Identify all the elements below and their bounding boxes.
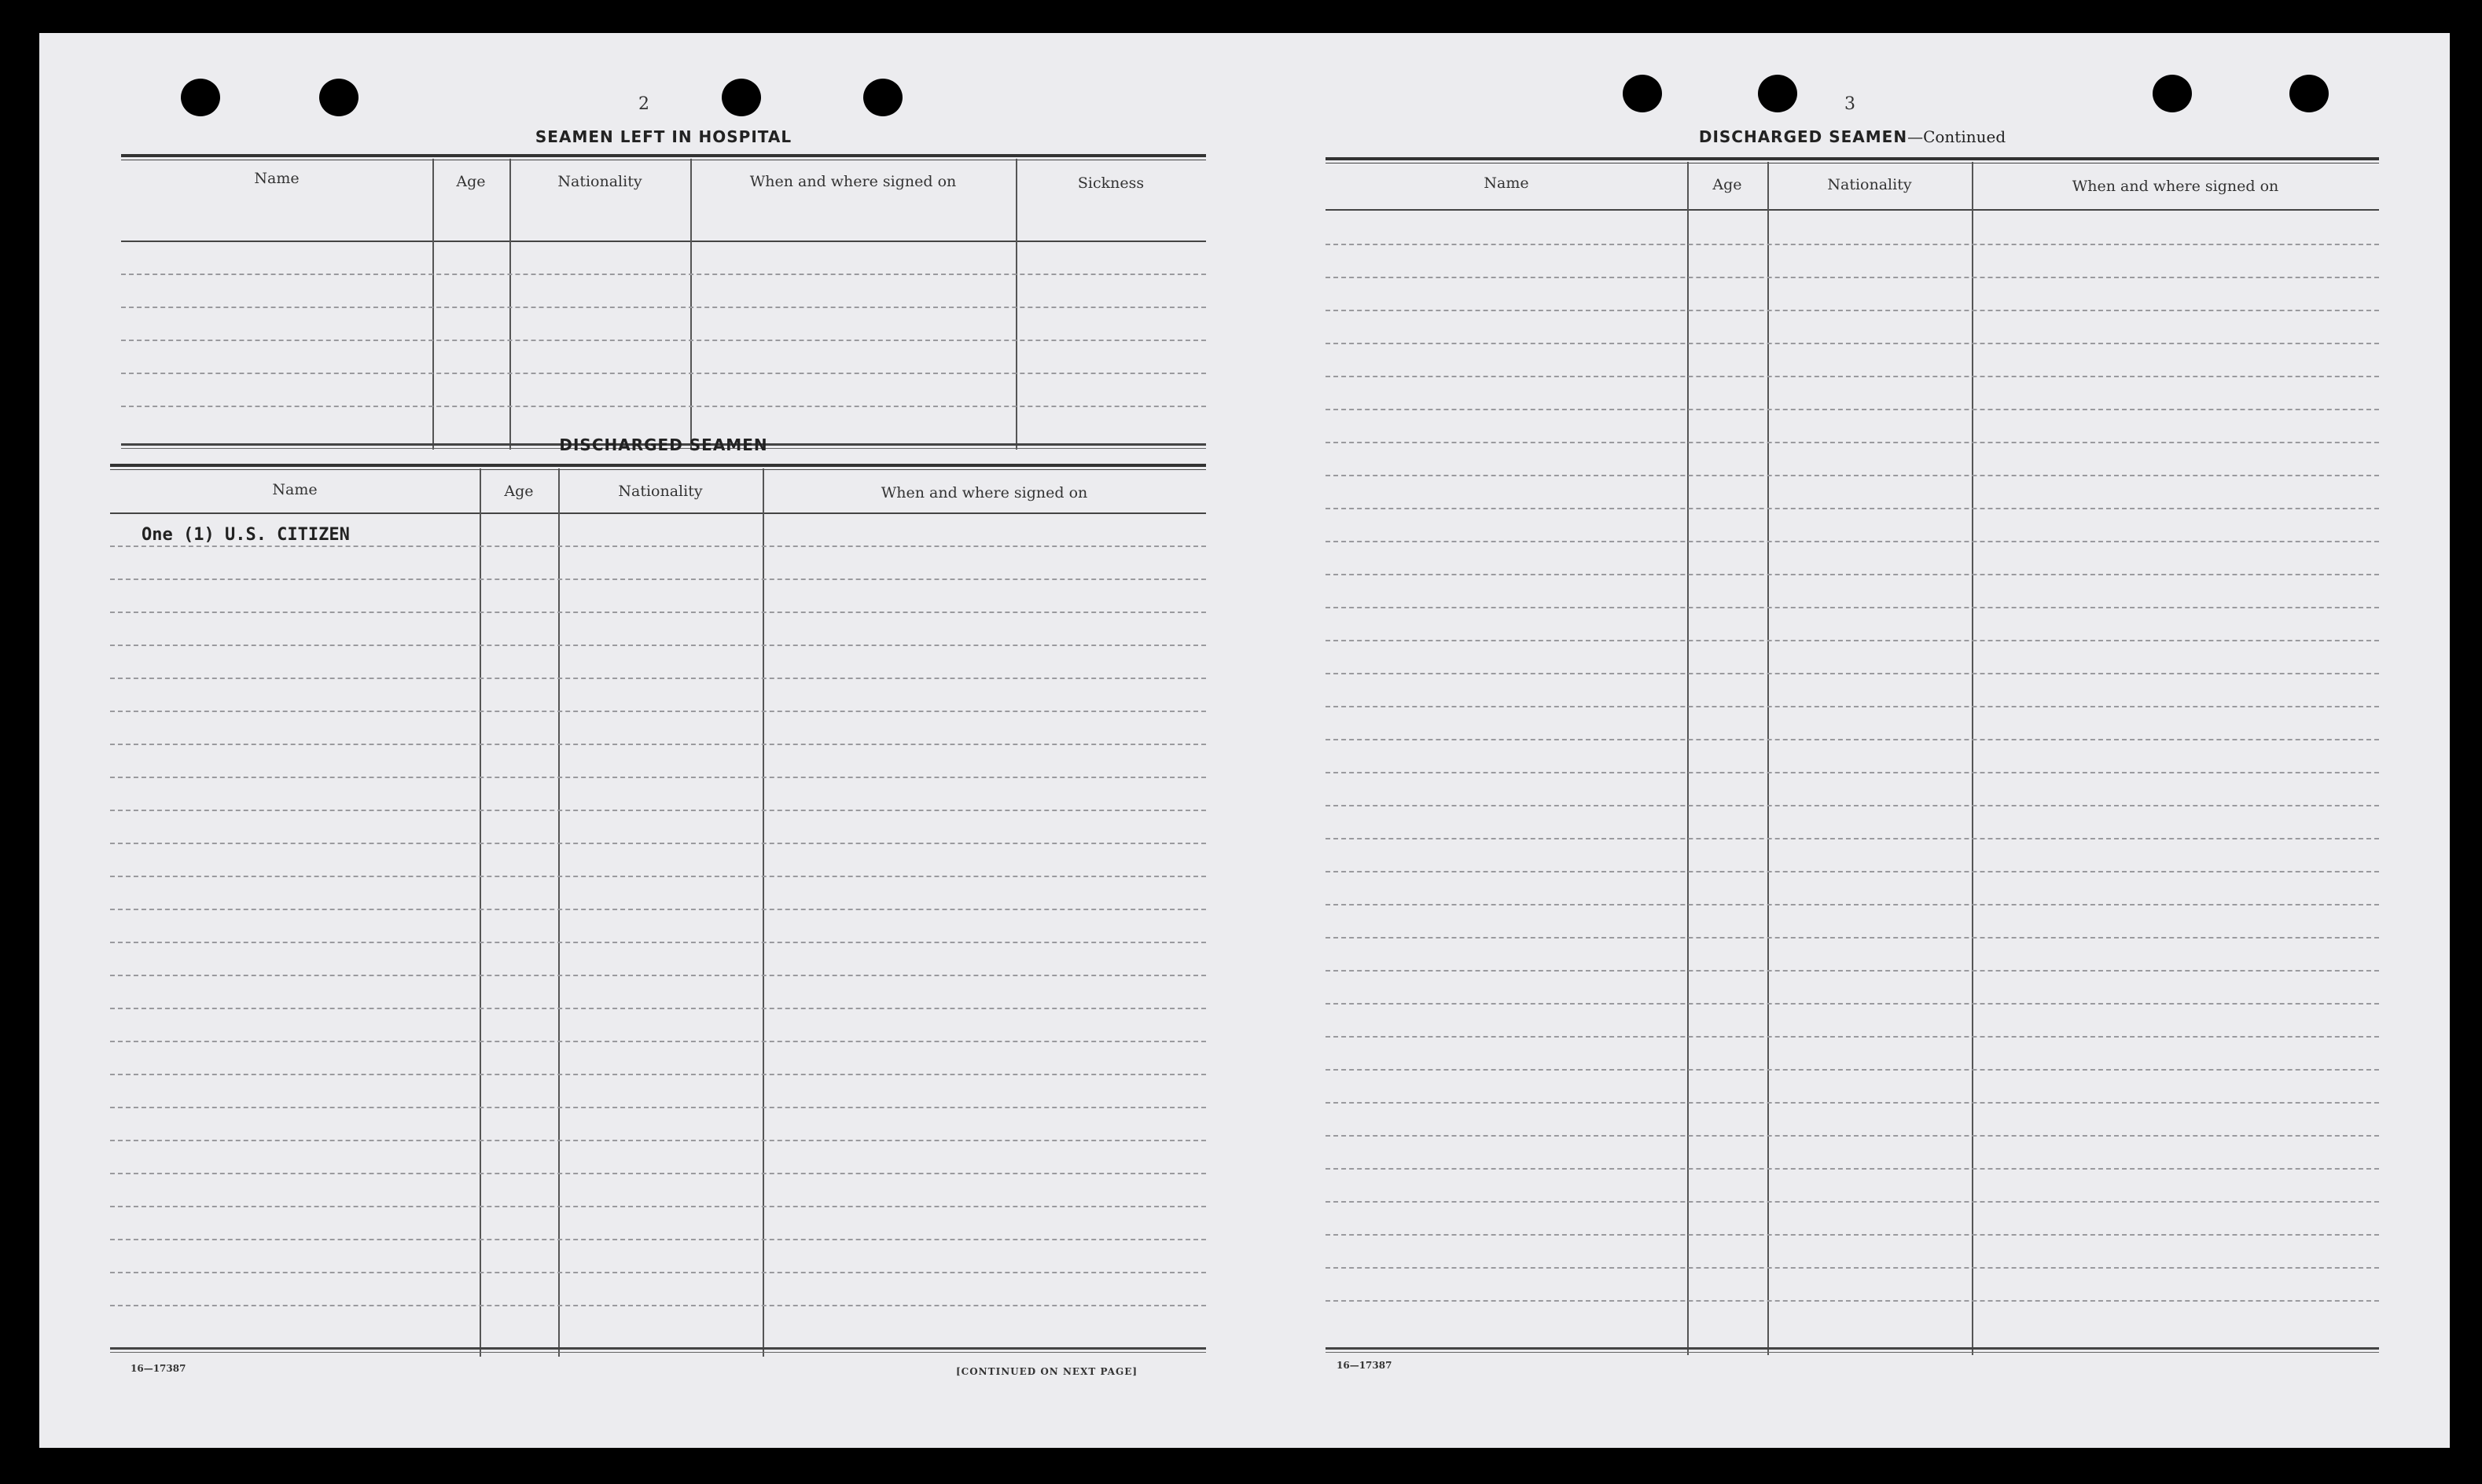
continued-row bbox=[1326, 1300, 2379, 1302]
discharged-row bbox=[110, 1173, 1206, 1174]
continued-row bbox=[1326, 607, 2379, 608]
punch-hole-7 bbox=[2153, 75, 2192, 112]
continued-header-signed-on: When and where signed on bbox=[2072, 178, 2279, 195]
discharged-row bbox=[110, 876, 1206, 877]
discharged-continued-table bbox=[1326, 157, 2379, 1358]
punch-hole-1 bbox=[181, 79, 220, 116]
hospital-table bbox=[121, 154, 1206, 451]
right-form-number: 16—17387 bbox=[1337, 1360, 1392, 1371]
discharged-row bbox=[110, 1272, 1206, 1273]
discharged-row bbox=[110, 579, 1206, 580]
continued-row bbox=[1326, 871, 2379, 872]
hospital-section-title: SEAMEN LEFT IN HOSPITAL bbox=[535, 127, 792, 146]
discharged-row bbox=[110, 645, 1206, 646]
hospital-row bbox=[121, 406, 1206, 407]
discharged-row bbox=[110, 1140, 1206, 1141]
continued-row bbox=[1326, 1201, 2379, 1203]
discharged-row bbox=[110, 810, 1206, 811]
discharged-table bbox=[110, 464, 1206, 1360]
continued-row bbox=[1326, 574, 2379, 575]
discharged-row bbox=[110, 711, 1206, 712]
hospital-header-nationality: Nationality bbox=[557, 173, 642, 190]
continued-row bbox=[1326, 739, 2379, 740]
continued-row bbox=[1326, 706, 2379, 707]
discharged-row bbox=[110, 1041, 1206, 1042]
continued-row bbox=[1326, 277, 2379, 278]
discharged-row bbox=[110, 1074, 1206, 1075]
continued-row bbox=[1326, 673, 2379, 674]
discharged-row bbox=[110, 843, 1206, 844]
continued-row bbox=[1326, 970, 2379, 972]
discharged-header-nationality: Nationality bbox=[618, 483, 703, 500]
discharged-row bbox=[110, 942, 1206, 943]
discharged-row bbox=[110, 1206, 1206, 1207]
hospital-row bbox=[121, 340, 1206, 341]
discharged-row bbox=[110, 777, 1206, 778]
continued-row bbox=[1326, 838, 2379, 839]
continued-row bbox=[1326, 244, 2379, 245]
discharged-row bbox=[110, 909, 1206, 910]
discharged-row bbox=[110, 1107, 1206, 1108]
continued-row bbox=[1326, 904, 2379, 905]
continued-row bbox=[1326, 1003, 2379, 1005]
punch-hole-5 bbox=[1623, 75, 1662, 112]
continued-row bbox=[1326, 310, 2379, 311]
discharged-row bbox=[110, 612, 1206, 613]
document-sheet bbox=[39, 33, 2450, 1448]
continued-row bbox=[1326, 1234, 2379, 1236]
hospital-row bbox=[121, 274, 1206, 275]
discharged-row bbox=[110, 975, 1206, 976]
hospital-header-name: Name bbox=[254, 170, 300, 187]
continued-row bbox=[1326, 772, 2379, 773]
discharged-row bbox=[110, 1008, 1206, 1009]
hospital-row bbox=[121, 307, 1206, 308]
left-page-number: 2 bbox=[638, 94, 649, 114]
discharged-continued-suffix: —Continued bbox=[1907, 127, 2006, 146]
continued-header-nationality: Nationality bbox=[1827, 176, 1912, 193]
continued-row bbox=[1326, 1267, 2379, 1269]
punch-hole-4 bbox=[863, 79, 903, 116]
continued-row bbox=[1326, 1069, 2379, 1071]
continued-row bbox=[1326, 508, 2379, 509]
hospital-row bbox=[121, 373, 1206, 374]
continued-row bbox=[1326, 1135, 2379, 1137]
punch-hole-3 bbox=[722, 79, 761, 116]
discharged-row bbox=[110, 1305, 1206, 1306]
continued-row bbox=[1326, 937, 2379, 939]
discharged-row bbox=[110, 678, 1206, 679]
continued-row bbox=[1326, 475, 2379, 476]
discharged-row bbox=[110, 1239, 1206, 1240]
discharged-row bbox=[110, 545, 1206, 547]
discharged-section-title: DISCHARGED SEAMEN bbox=[559, 435, 768, 454]
discharged-header-name: Name bbox=[272, 481, 318, 498]
continued-row bbox=[1326, 805, 2379, 806]
continued-on-next-page: [CONTINUED ON NEXT PAGE] bbox=[956, 1366, 1138, 1377]
discharged-entry-name: One (1) U.S. CITIZEN bbox=[142, 525, 350, 545]
discharged-row bbox=[110, 744, 1206, 745]
hospital-header-age: Age bbox=[456, 173, 486, 190]
continued-row bbox=[1326, 640, 2379, 641]
continued-row bbox=[1326, 541, 2379, 542]
punch-hole-6 bbox=[1758, 75, 1797, 112]
continued-row bbox=[1326, 376, 2379, 377]
continued-header-age: Age bbox=[1712, 176, 1742, 193]
left-form-number: 16—17387 bbox=[131, 1363, 186, 1374]
hospital-header-sickness: Sickness bbox=[1077, 174, 1145, 192]
punch-hole-2 bbox=[319, 79, 359, 116]
discharged-header-signed-on: When and where signed on bbox=[881, 484, 1088, 501]
continued-row bbox=[1326, 409, 2379, 410]
right-page-number: 3 bbox=[1844, 94, 1855, 114]
continued-row bbox=[1326, 1102, 2379, 1104]
discharged-continued-title bbox=[1326, 127, 2379, 146]
continued-row bbox=[1326, 343, 2379, 344]
continued-row bbox=[1326, 1036, 2379, 1038]
continued-header-name: Name bbox=[1484, 174, 1529, 192]
continued-row bbox=[1326, 1168, 2379, 1170]
discharged-continued-main: DISCHARGED SEAMEN bbox=[1698, 127, 1908, 146]
discharged-header-age: Age bbox=[504, 483, 534, 500]
punch-hole-8 bbox=[2289, 75, 2329, 112]
continued-row bbox=[1326, 442, 2379, 443]
hospital-header-signed-on: When and where signed on bbox=[749, 173, 957, 190]
